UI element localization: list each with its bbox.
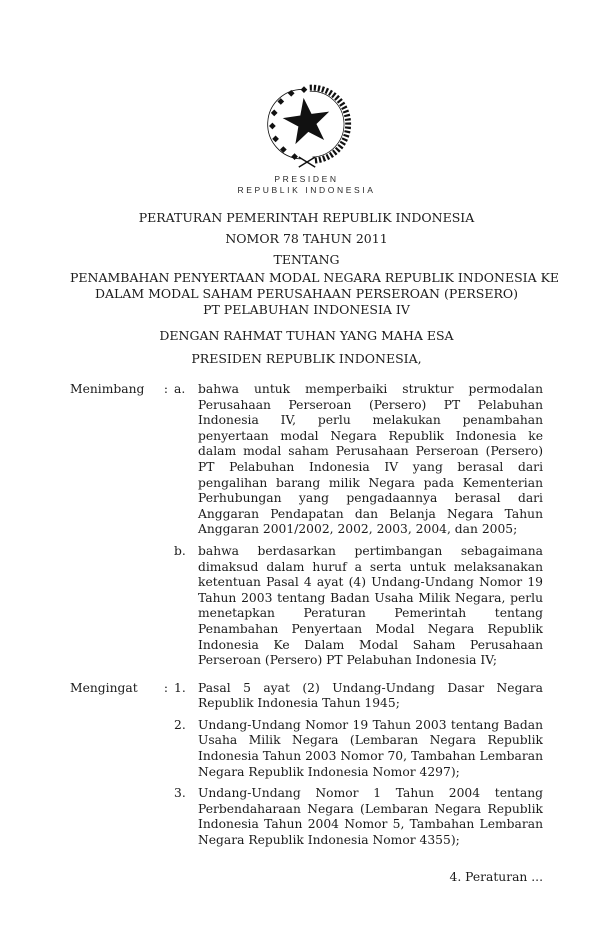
page-catchword: 4. Peraturan ... xyxy=(449,869,543,884)
menimbang-colon: : xyxy=(163,382,169,396)
mengingat-colon: : xyxy=(163,680,169,695)
menimbang-item-b xyxy=(174,544,543,669)
menimbang-items xyxy=(174,382,543,669)
invocation-line: DENGAN RAHMAT TUHAN YANG MAHA ESA xyxy=(159,328,454,343)
mengingat-item-3 xyxy=(174,786,543,848)
subject-line-3: PT PELABUHAN INDONESIA IV xyxy=(203,302,410,317)
item-text: Pasal 5 ayat (2) Undang-Undang Dasar Negara Republik Indonesia Tahun 1945; xyxy=(198,680,543,711)
authority-line: PRESIDEN REPUBLIK INDONESIA, xyxy=(191,351,422,366)
item-marker: 1. xyxy=(174,680,186,695)
subject-line-1: PENAMBAHAN PENYERTAAN MODAL NEGARA REPUBLIK INDONESIA KE xyxy=(70,270,560,285)
letterhead xyxy=(70,174,543,196)
item-marker: 2. xyxy=(174,717,186,732)
item-text: Undang-Undang Nomor 19 Tahun 2003 tentang Badan Usaha Milik Negara (Lembaran Negara Republik Indonesia Tahun 2003 Nomor 70, Tambahan Lembaran Negara Republik Indonesia Nomor 4297); xyxy=(198,717,543,779)
item-text: bahwa untuk memperbaiki struktur permodalan Perusahaan Perseroan (Persero) PT Pelabuhan Indonesia IV, perlu melakukan penambahan penyertaan modal Negara Republik Indonesia ke dalam modal saham Perusahaan Perseroan (Persero) PT Pelabuhan Indonesia IV yang berasal dari pengalihan barang milik Negara pada Kementerian Perhubungan yang pengadaannya berasal dari Anggaran Pendapatan dan Belanja Negara Tahun Anggaran 2001/2002, 2002, 2003, 2004, dan 2005; xyxy=(198,382,543,537)
menimbang-section xyxy=(70,382,543,669)
item-marker: 3. xyxy=(174,786,186,801)
title-block xyxy=(70,207,560,369)
tentang-label: TENTANG xyxy=(273,252,340,267)
subject-line-2: DALAM MODAL SAHAM PERUSAHAAN PERSEROAN (PERSERO) xyxy=(94,286,519,301)
letterhead-presiden: PRESIDEN xyxy=(274,174,339,184)
menimbang-item-a xyxy=(174,382,543,538)
menimbang-label: Menimbang xyxy=(70,382,145,396)
item-text: bahwa berdasarkan pertimbangan sebagaimana dimaksud dalam huruf a serta untuk melaksanakan ketentuan Pasal 4 ayat (4) Undang-Undang Nomor 19 Tahun 2003 tentang Badan Usaha Milik Negara, perlu menetapkan Peraturan Pemerintah tentang Penambahan Penyertaan Modal Negara Republik Indonesia Ke Dalam Modal Saham Perusahaan Perseroan (Persero) PT Pelabuhan Indonesia IV; xyxy=(198,543,543,668)
presidential-seal xyxy=(70,84,543,196)
mengingat-section xyxy=(70,681,543,849)
regulation-title: PERATURAN PEMERINTAH REPUBLIK INDONESIA xyxy=(138,210,475,225)
mengingat-item-1 xyxy=(174,681,543,712)
mengingat-items xyxy=(174,681,543,849)
mengingat-label: Mengingat xyxy=(70,680,138,695)
mengingat-item-2 xyxy=(174,718,543,780)
regulation-subject xyxy=(70,270,560,318)
star-wreath-seal-icon xyxy=(255,84,359,168)
item-marker: a. xyxy=(174,382,186,396)
letterhead-republik-indonesia: REPUBLIK INDONESIA xyxy=(237,185,376,195)
item-text: Undang-Undang Nomor 1 Tahun 2004 tentang Perbendaharaan Negara (Lembaran Negara Republik Indonesia Tahun 2004 Nomor 5, Tambahan Lembaran Negara Republik Indonesia Nomor 4355); xyxy=(198,786,543,848)
regulation-number: NOMOR 78 TAHUN 2011 xyxy=(225,231,388,246)
item-marker: b. xyxy=(174,543,186,558)
